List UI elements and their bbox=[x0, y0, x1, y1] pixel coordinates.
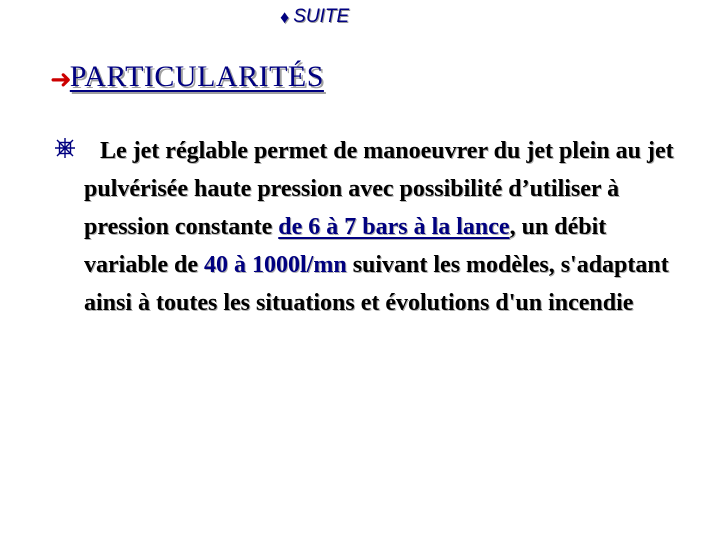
slide-title: PARTICULARITÉS bbox=[69, 60, 324, 93]
text-segment-1: Le jet réglable permet de manoeuvrer du jet plein au jet pulvérisée haute pression avec possibilité d’utiliser à pression constante bbox=[84, 138, 674, 240]
flow-rate-highlight: 40 à 1000l/mn bbox=[204, 252, 347, 278]
text-segment-5: suivant les modèles, s'adaptant ainsi à toutes les situations et évolutions d'un incendie bbox=[84, 252, 669, 316]
slide-header bbox=[280, 6, 349, 28]
text-segment-3: , un débit variable de bbox=[84, 214, 607, 278]
diamond-icon: ♦ bbox=[280, 6, 290, 27]
bullet-paragraph bbox=[52, 132, 692, 322]
header-label: SUITE bbox=[293, 6, 350, 27]
asterisk-box-icon bbox=[52, 134, 78, 162]
bullet-text bbox=[84, 132, 692, 322]
title-row bbox=[50, 60, 324, 94]
red-arrow-icon: ➜ bbox=[50, 65, 72, 94]
pressure-range-highlight: de 6 à 7 bars à la lance bbox=[278, 214, 510, 240]
